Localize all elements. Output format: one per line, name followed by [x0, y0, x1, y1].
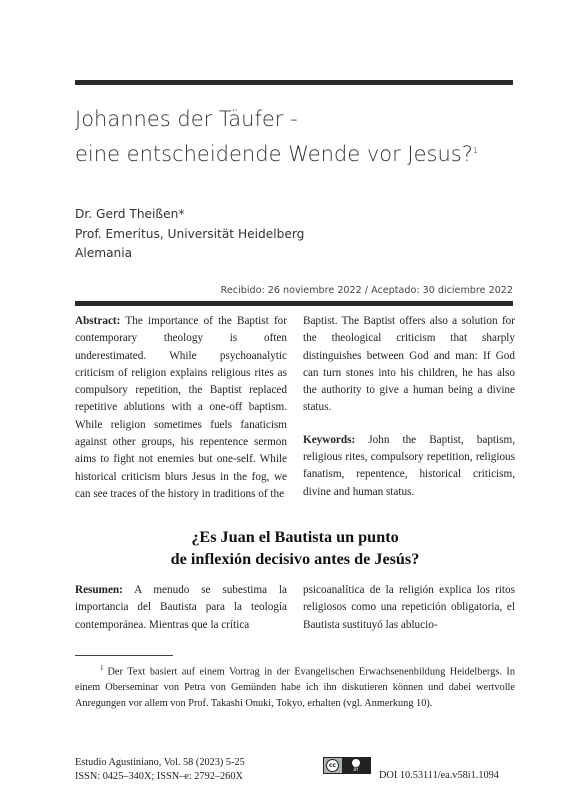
author-block: [75, 205, 515, 264]
footnote-number: 1: [100, 664, 104, 672]
abstract-left-column: [75, 313, 287, 503]
resumen-text-right: psicoanalítica de la religión explica los ritos religiosos como una repetición obligatoria, el Bautista sustituyó las ablucio-: [303, 584, 515, 631]
abstract-rule: [75, 301, 513, 306]
title-line-1: Johannes der Täufer -: [75, 107, 298, 131]
resumen-label: Resumen:: [75, 584, 123, 596]
journal-info: [75, 756, 245, 783]
author-affiliation: Prof. Emeritus, Universität Heidelberg: [75, 226, 305, 241]
abstract-text-right: Baptist. The Baptist offers also a solution for the theological criticism that sharply distinguishes between God and man: If God can turn stones into his children, he has also the authority to give a human being a divine status.: [303, 315, 515, 414]
by-icon-block: [342, 758, 370, 773]
keywords-text: John the Baptist, baptism, religious rites, compulsory repetition, religious fanatism, repentence, historical criticism, divine and human status.: [303, 433, 516, 498]
journal-citation: Estudio Agustiniano, Vol. 58 (2023) 5-25: [75, 757, 245, 768]
spanish-title-line-1: ¿Es Juan el Bautista un punto: [191, 528, 399, 546]
resumen-paragraph: [75, 582, 287, 634]
by-label: BY: [353, 767, 359, 772]
spanish-title-line-2: de inflexión decisivo antes de Jesús?: [170, 550, 420, 568]
abstract-label: Abstract:: [75, 315, 121, 327]
keywords-label: Keywords:: [303, 433, 356, 446]
abstract-paragraph: [75, 313, 287, 503]
cc-circle-icon: cc: [326, 759, 339, 772]
creative-commons-by-icon[interactable]: [323, 757, 371, 774]
title-line-2-text: eine entscheidende Wende vor Jesus?: [75, 142, 473, 166]
person-icon: [352, 759, 360, 767]
author-country: Alemania: [75, 246, 133, 260]
abstract-text-left: The importance of the Baptist for contemporary theology is often underestimated. While psychoanalytic criticism of religion explains religious rites as compulsory repetition, the Baptist replaced repetitive ablutions with a one-off baptism. While religion sometimes fuels fanaticism against other groups, his repentence sermon aims to fight not enemies but one-self. While historical criticism blurs Jesus in the fog, we can see traces of the history in traditions of the: [75, 315, 287, 500]
article-title: [75, 104, 515, 170]
journal-issn: ISSN: 0425–340X; ISSN–e: 2792–260X: [75, 770, 243, 782]
abstract-right-column: [303, 313, 515, 501]
spanish-title: [75, 526, 515, 570]
resumen-text-left: A menudo se subestima la importancia del Bautista para la teología contemporánea. Mientras que la crítica: [75, 584, 287, 631]
title-footnote-mark[interactable]: 1: [472, 146, 478, 155]
footnote: [75, 661, 515, 711]
received-accepted-dates: Recibido: 26 noviembre 2022 / Aceptado: 30 diciembre 2022: [220, 285, 513, 296]
title-line-2: [75, 135, 515, 170]
author-name: Dr. Gerd Theißen*: [75, 207, 185, 221]
footnote-rule: [75, 655, 173, 656]
header-rule: [75, 80, 513, 85]
doi-link[interactable]: DOI 10.53111/ea.v58i1.1094: [379, 770, 499, 781]
resumen-right-column: [303, 582, 515, 634]
keywords-paragraph: [303, 432, 515, 501]
footnote-text: Der Text basiert auf einem Vortrag in der Evangelischen Erwachsenenbildung Heidelbergs. In einem Oberseminar von Petra von Gemünden habe ich ihn diskutieren können und dabei wertvolle Anregungen vor allem von Prof. Takashi Onuki, Tokyo, erhalten (vgl. Anmerkung 10).: [75, 666, 515, 709]
resumen-left-column: [75, 582, 287, 634]
